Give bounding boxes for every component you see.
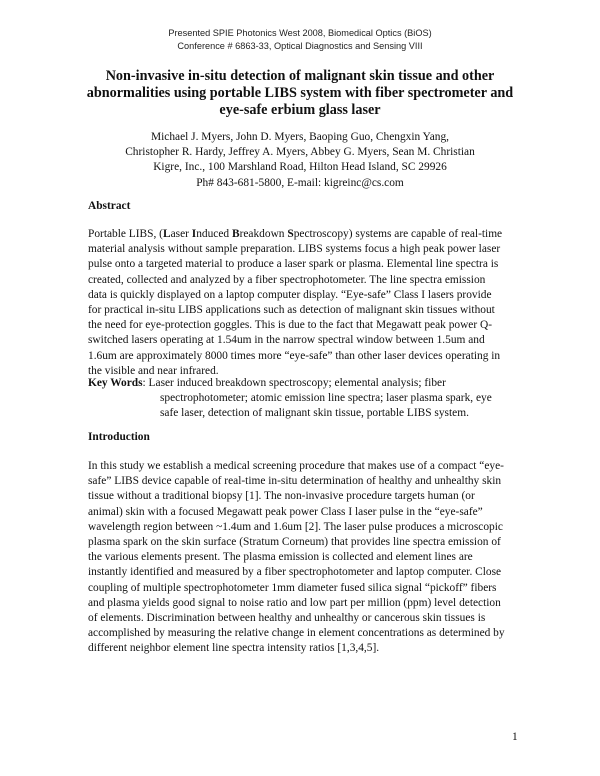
title-line: eye-safe erbium glass laser [219,102,381,118]
intro-line: of elements. Discrimination between healthy and unhealthy or cancerous skin tissues is [88,612,486,625]
author-line: Christopher R. Hardy, Jeffrey A. Myers, Abbey G. Myers, Sean M. Christian [125,146,475,159]
keywords-line: Key Words: Laser induced breakdown spectroscopy; elemental analysis; fiber [88,377,446,389]
intro-line: plasma spark on the skin surface (Stratum Corneum) that provides line spectra emission of [88,536,501,549]
header-line: Conference # 6863-33, Optical Diagnostics and Sensing VIII [177,41,423,51]
intro-line: tissue without a traditional biopsy [1]. The non-invasive procedure targets human (or [88,490,475,503]
title-line: Non-invasive in-situ detection of malignant skin tissue and other [105,68,495,84]
abstract-line: the need for eye-protection goggles. This is due to the fact that Megawatt peak power Q- [88,319,493,332]
contact-info: Ph# 843-681-5800, E-mail: kigreinc@cs.com [196,176,404,189]
abstract-heading: Abstract [88,200,131,212]
intro-line: different neighbor element line spectra intensity ratios [1,3,4,5]. [88,642,380,655]
abstract-line: 1.6um are approximately 8000 times more “eye-safe” than other laser devices operating in [88,349,501,362]
keywords-block [88,376,528,422]
abstract-line: Portable LIBS, (Laser Induced Breakdown Spectroscopy) systems are capable of real-time [88,228,503,240]
keywords-label: Key Words [88,377,143,389]
title-line: abnormalities using portable LIBS system with fiber spectrometer and [86,85,514,101]
keywords-line: spectrophotometer; atomic emission line spectra; laser plasma spark, eye [160,392,492,405]
intro-line: wavelength region between ~1.4um and 1.6um [2]. The laser pulse produces a microscopic [88,520,503,533]
intro-line: instantly identified and measured by a fiber spectrophotometer and laptop computer. Close [88,566,502,579]
abstract-line: data is quickly displayed on a laptop computer display. “Eye-safe” Class I lasers provide [88,288,492,301]
abstract-line: material analysis without sample preparation. LIBS systems focus a high peak power laser [88,243,501,256]
abstract-line: switched lasers operating at 1.54um in the narrow spectral window between 1.5um and [88,334,485,347]
intro-line: animal) skin with a focused Megawatt peak power Class I laser pulse in the “eye-safe” [88,505,483,518]
abstract-line: pulse onto a targeted material to produce a laser spark or plasma. Elemental line spectra is [88,258,499,271]
paper-title [60,68,540,119]
intro-line: safe” LIBS device capable of real-time in-situ determination of healthy and unhealthy skin [88,475,502,488]
intro-line: accomplished by measuring the relative change in element concentrations as determined by [88,627,505,640]
author-block [60,130,540,191]
abstract-line: created, collected and analyzed by a fiber spectrophotometer. The line spectra emission [88,273,486,286]
intro-line: In this study we establish a medical screening procedure that makes use of a compact “eye- [88,460,504,472]
intro-line: coupling of multiple spectrophotometer 1mm diameter fused silica signal “pickoff” fibers [88,581,497,594]
keywords-line: safe laser, detection of malignant skin tissue, portable LIBS system. [160,407,469,420]
intro-line: and plasma yields good signal to noise ratio and low part per million (ppm) level detection [88,596,501,609]
abstract-line: for practical in-situ LIBS applications such as detection of malignant skin tissues without [88,304,495,317]
header-line: Presented SPIE Photonics West 2008, Biomedical Optics (BiOS) [168,28,432,38]
intro-line: the various elements present. The plasma emission is collected and element lines are [88,551,473,564]
author-line: Michael J. Myers, John D. Myers, Baoping Guo, Chengxin Yang, [150,131,450,143]
conference-header [0,27,600,53]
affiliation: Kigre, Inc., 100 Marshland Road, Hilton Head Island, SC 29926 [153,161,447,174]
abstract-line: the visible and near infrared. [88,364,219,377]
introduction-heading: Introduction [88,431,150,443]
abstract-body [88,227,520,379]
page-number: 1 [512,731,518,743]
introduction-body [88,459,520,657]
